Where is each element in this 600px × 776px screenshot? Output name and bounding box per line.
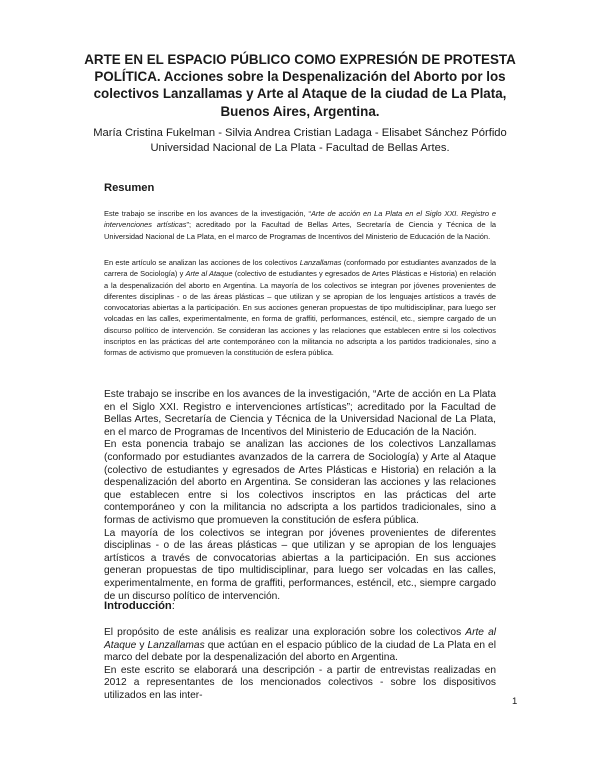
introduction-section bbox=[104, 627, 496, 703]
abstract-p2-text-c: (colectivo de estudiantes y egresados de Artes Plásticas e Historia) en relación a la despenalización del aborto en Argentina. La mayoría de los colectivos se integran por jóvenes provenientes de diferentes disciplinas - o de las áreas plásticas – que utilizan y se apropian de los lenguajes artísticos a través de convocatorias abiertas a la participación. En sus acciones generan propuestas de tipo multidisciplinar, para luego ser volcadas en las calles, experimentalmente, en forma de graffiti, performances, esténcil, etc., siempre cargado de un discurso político de intervención. Se consideran las acciones y las relaciones que establecen entre si los colectivos inscriptos en las prácticas del arte contemporáneo con la militancia no adscripta a los partidos tradicionales, sino a formas de activismo que promueven la constitución de esfera pública. bbox=[104, 269, 497, 358]
abstract-p1-project-title: Arte de acción en La Plata en el Siglo XXI. Registro e intervenciones artísticas bbox=[104, 209, 497, 230]
abstract-p2-arte-al-ataque: Arte al Ataque bbox=[185, 269, 233, 279]
intro-p1-arte-al-ataque: Arte al Ataque bbox=[104, 627, 496, 651]
abstract-p2-text-a: En este artículo se analizan las acciones de los colectivos bbox=[104, 258, 300, 267]
abstract-paragraph-2 bbox=[104, 257, 496, 359]
paper-title: ARTE EN EL ESPACIO PÚBLICO COMO EXPRESIÓN DE PROTESTA POLÍTICA. Acciones sobre la Despenalización del Aborto por los colectivos Lanzallamas y Arte al Ataque de la ciudad de La Plata, Buenos Aires, Argentina. bbox=[84, 52, 516, 119]
intro-p1-lanzallamas: Lanzallamas bbox=[147, 639, 205, 651]
abstract-p2-lanzallamas: Lanzallamas bbox=[299, 258, 342, 267]
page-number: 1 bbox=[512, 696, 518, 707]
body-paragraph-3: La mayoría de los colectivos se integran por jóvenes provenientes de diferentes disciplinas - o de las áreas plásticas – que utilizan y se apropian de los lenguajes artísticos a través de convocatorias abiertas a la participación. En sus acciones generan propuestas de tipo multidisciplinar, para luego ser volcadas en las calles, experimentalmente, en forma de graffiti, performances, esténcil, etc., siempre cargado de un discurso político de intervención. bbox=[104, 527, 496, 602]
abstract-heading: Resumen bbox=[104, 182, 155, 194]
introduction-heading-text: Introducción bbox=[104, 600, 172, 612]
body-paragraph-1: Este trabajo se inscribe en los avances de la investigación, “Arte de acción en La Plata en el Siglo XXI. Registro e intervenciones artísticas”; acreditado por la Facultad de Bellas Artes, Secretaría de Ciencia y Técnica de la Universidad Nacional de La Plata, en el marco de Programas de Incentivos del Ministerio de Educación de la Nación. bbox=[104, 389, 496, 438]
abstract-p1-text-a: Este trabajo se inscribe en los avances de la investigación, “ bbox=[104, 209, 311, 218]
intro-p1-text-c: que actúan en el espacio público de la ciudad de La Plata en el marco del debate por la despenalización del aborto en Argentina. bbox=[104, 639, 496, 664]
body-paragraph-2: En esta ponencia trabajo se analizan las acciones de los colectivos Lanzallamas (conformado por estudiantes avanzados de la carrera de Sociología) y Arte al Ataque (colectivo de estudiantes y egresados de Artes Plásticas e Historia) en relación a la despenalización del aborto en Argentina. Se consideran las acciones y las relaciones que establecen entre si los colectivos inscriptos en las prácticas del arte contemporáneo y con la militancia no adscripta a los partidos tradicionales, sino a formas de activismo que promueven la constitución de esfera pública. bbox=[104, 439, 496, 526]
intro-paragraph-2: En este escrito se elaborará una descripción - a partir de entrevistas realizadas en 2012 a representantes de los mencionados colectivos - sobre los dispositivos utilizados en las inter- bbox=[104, 664, 496, 701]
abstract-p2-text-b: (conformado por estudiantes avanzados de la carrera de Sociología) y bbox=[104, 258, 496, 279]
abstract-p1-text-b: ”; acreditado por la Facultad de Bellas Artes, Secretaría de Ciencia y Técnica de la Universidad Nacional de La Plata, en el marco de Programas de Incentivos del Ministerio de Educación de la Nación. bbox=[104, 220, 496, 241]
author-list: María Cristina Fukelman - Silvia Andrea Cristian Ladaga - Elisabet Sánchez Pórfido bbox=[93, 127, 507, 139]
introduction-heading-colon: : bbox=[171, 600, 175, 612]
body-section bbox=[104, 389, 496, 603]
introduction-heading bbox=[104, 600, 175, 612]
abstract-paragraph-1 bbox=[104, 208, 496, 242]
affiliation: Universidad Nacional de La Plata - Facultad de Bellas Artes. bbox=[150, 142, 450, 154]
intro-paragraph-1 bbox=[104, 627, 496, 665]
intro-p1-text-a: El propósito de este análisis es realizar una exploración sobre los colectivos bbox=[104, 627, 466, 638]
intro-p1-text-b: y bbox=[136, 639, 148, 651]
author-block bbox=[80, 126, 520, 156]
